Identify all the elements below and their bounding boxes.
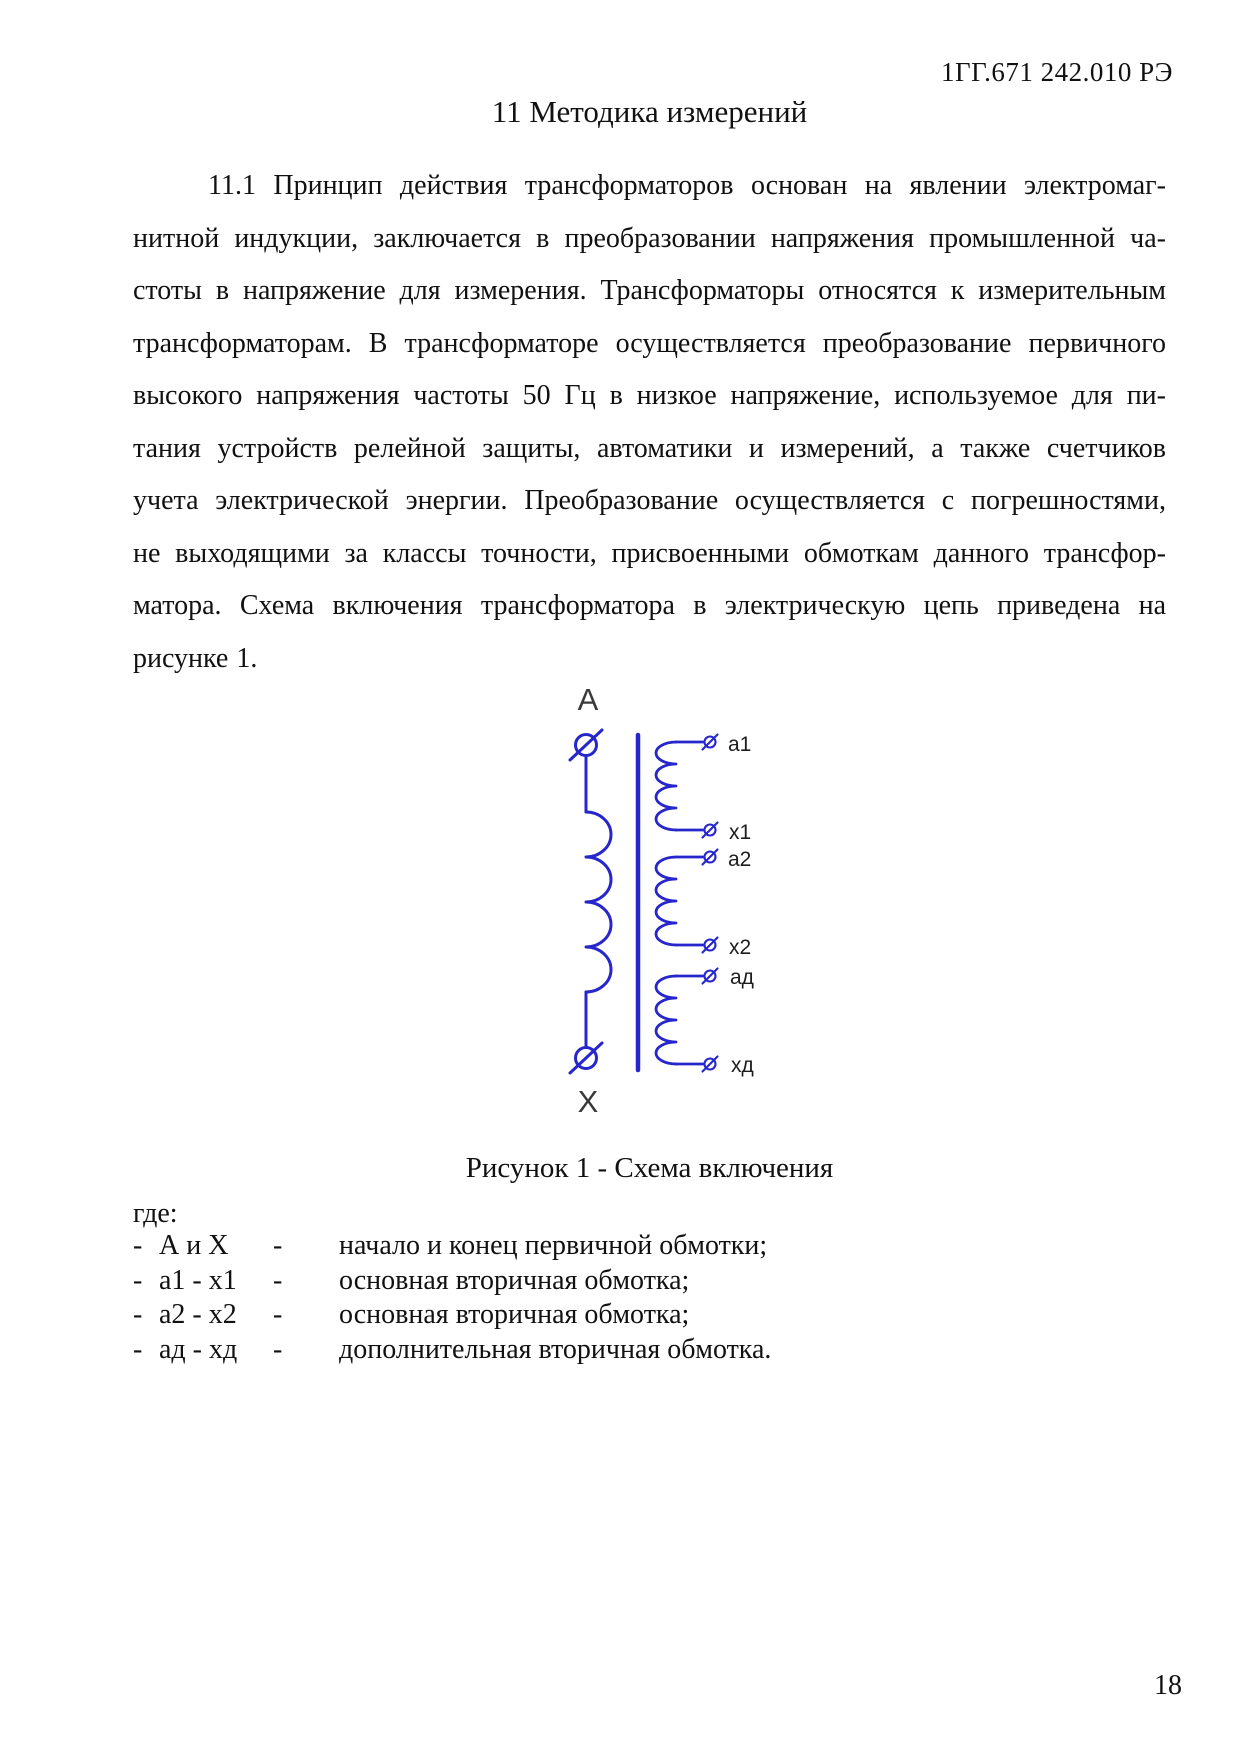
legend-desc: основная вторичная обмотка;: [339, 1264, 690, 1296]
paragraph-line: высокого напряжения частоты 50 Гц в низкое напряжение, используемое для пи-: [133, 380, 1166, 411]
dash: -: [273, 1230, 283, 1261]
paragraph-line: рисунке 1.: [133, 642, 258, 674]
legend-desc: дополнительная вторичная обмотка.: [339, 1334, 772, 1366]
paragraph-line: нитной индукции, заключается в преобразовании напряжения промышленной ча-: [133, 222, 1166, 254]
terminal-symbol-x1: [703, 823, 718, 838]
dash: -: [133, 1334, 143, 1366]
label-sec2-end: x2: [729, 936, 752, 959]
terminal-symbol-xd: [703, 1057, 718, 1072]
terminal-symbol-primary-bottom: [570, 1043, 602, 1073]
paragraph-line: учета электрической энергии. Преобразование осуществляется с погрешностями,: [133, 485, 1166, 516]
secondary-winding-2: [656, 857, 703, 945]
paragraph-line: стоты в напряжение для измерения. Трансформаторы относятся к измерительным: [133, 275, 1166, 306]
terminal-symbol-ad: [703, 969, 718, 984]
dash: -: [133, 1299, 143, 1331]
terminal-symbol-a2: [703, 850, 718, 865]
legend-desc: начало и конец первичной обмотки;: [339, 1230, 768, 1261]
dash: -: [273, 1334, 283, 1366]
dash: -: [273, 1264, 283, 1296]
legend-term: а2 - х2: [159, 1299, 237, 1331]
paragraph-line: 11.1 Принцип действия трансформаторов основан на явлении электромаг-: [208, 170, 1166, 201]
transformer-connection-diagram: [490, 600, 800, 1130]
secondary-winding-1: [656, 742, 703, 830]
label-sec3-start: ад: [730, 966, 754, 989]
legend-term: а1 - х1: [159, 1264, 237, 1296]
label-sec3-end: хд: [731, 1054, 754, 1077]
paragraph-line: тания устройств релейной защиты, автоматики и измерений, а также счетчиков: [133, 432, 1166, 464]
legend-desc: основная вторичная обмотка;: [339, 1299, 690, 1331]
paragraph-line: не выходящими за классы точности, присвоенными обмоткам данного трансфор-: [133, 537, 1166, 569]
terminal-symbol-a1: [703, 735, 718, 750]
paragraph-line: матора. Схема включения трансформатора в электрическую цепь приведена на: [133, 590, 1166, 621]
dash: -: [133, 1230, 143, 1261]
terminal-symbol-x2: [703, 938, 718, 953]
label-sec1-end: x1: [729, 821, 752, 844]
primary-winding: [586, 812, 611, 992]
dash: -: [133, 1264, 143, 1296]
label-primary-end: Х: [577, 1084, 599, 1119]
label-sec1-start: a1: [728, 733, 752, 756]
paragraph-line: трансформаторам. В трансформаторе осуществляется преобразование первичного: [133, 327, 1166, 359]
label-primary-start: А: [577, 682, 599, 717]
legend-term: ад - хд: [159, 1334, 238, 1366]
document-code: 1ГГ.671 242.010 РЭ: [940, 57, 1173, 87]
figure-legend: [133, 1229, 1173, 1368]
section-title: 11 Методика измерений: [491, 94, 808, 129]
legend-term: А и Х: [159, 1230, 229, 1261]
dash: -: [273, 1299, 283, 1331]
figure-caption: Рисунок 1 - Схема включения: [465, 1152, 834, 1184]
page-number: 18: [1154, 1670, 1182, 1701]
legend-intro: где:: [133, 1198, 178, 1229]
secondary-winding-3: [656, 976, 703, 1064]
label-sec2-start: a2: [728, 848, 752, 871]
